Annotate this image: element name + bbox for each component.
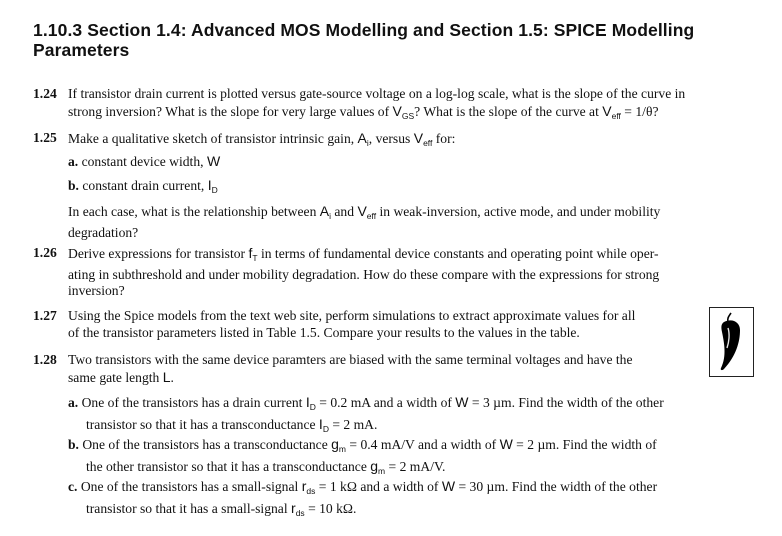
problem-1-25-part-b: b. constant drain current, $I_D$ [68,177,218,195]
problem-1-26-text: Derive expressions for transistor $f_T$ in terms of fundamental device constants and operating point while oper- ating in subthreshold and under mobility degradation. How do these compare with the expressions for strong inversion? [68,245,660,298]
section-title: 1.10.3 Section 1.4: Advanced MOS Modelling and Section 1.5: SPICE Modelling Parameters [33,20,695,60]
problem-number-1-28: 1.28 [33,352,57,367]
problem-1-28-part-c: c. One of the transistors has a small-signal $r_{ds} = 1$ kΩ and a width of W = 30 µm. Find the width of the other transistor so that it has a small-signal $r_{ds} = 10$ kΩ. [68,478,658,518]
problem-1-28-part-b: b. One of the transistors has a transconductance $g_m = 0.4$ mA/V and a width of W = 2 µm. Find the width of the other transistor so that it has a transconductance $g_m = 2$ mA/V. [68,436,657,476]
problem-1-24-text: If transistor drain current is plotted versus gate-source voltage on a log-log scale, what is the slope of the curve in strong inversion? What is the slope for very large values of $V_{GS}$? What is the slope of the curve at $V_{eff} = 1/\theta$? [68,86,686,121]
problem-1-25-question: In each case, what is the relationship between $A_i$ and $V_{eff}$ in weak-inversion, active mode, and under mobility degradation? [68,203,661,240]
problem-number-1-25: 1.25 [33,130,57,145]
chili-pepper-svg [710,308,753,376]
problem-number-1-24: 1.24 [33,86,57,101]
problem-1-28-intro: Two transistors with the same device paramters are biased with the same terminal voltages and have the same gate length L. [68,352,633,385]
problem-number-1-26: 1.26 [33,245,57,260]
problem-1-25-intro: Make a qualitative sketch of transistor intrinsic gain, $A_i$, versus $V_{eff}$ for: [68,130,456,148]
problem-number-1-27: 1.27 [33,308,57,323]
problem-1-28-part-a: a. One of the transistors has a drain current $I_D = 0.2$ mA and a width of W = 3 µm. Find the width of the other transistor so that it has a transconductance $I_D = 2$ mA. [68,394,664,434]
problem-1-25-part-a: a. constant device width, W [68,153,221,169]
chili-pepper-icon [709,307,754,377]
problem-1-27-text: Using the Spice models from the text web site, perform simulations to extract approximate values for all of the transistor parameters listed in Table 1.5. Compare your results to the values in the table. [68,308,636,340]
